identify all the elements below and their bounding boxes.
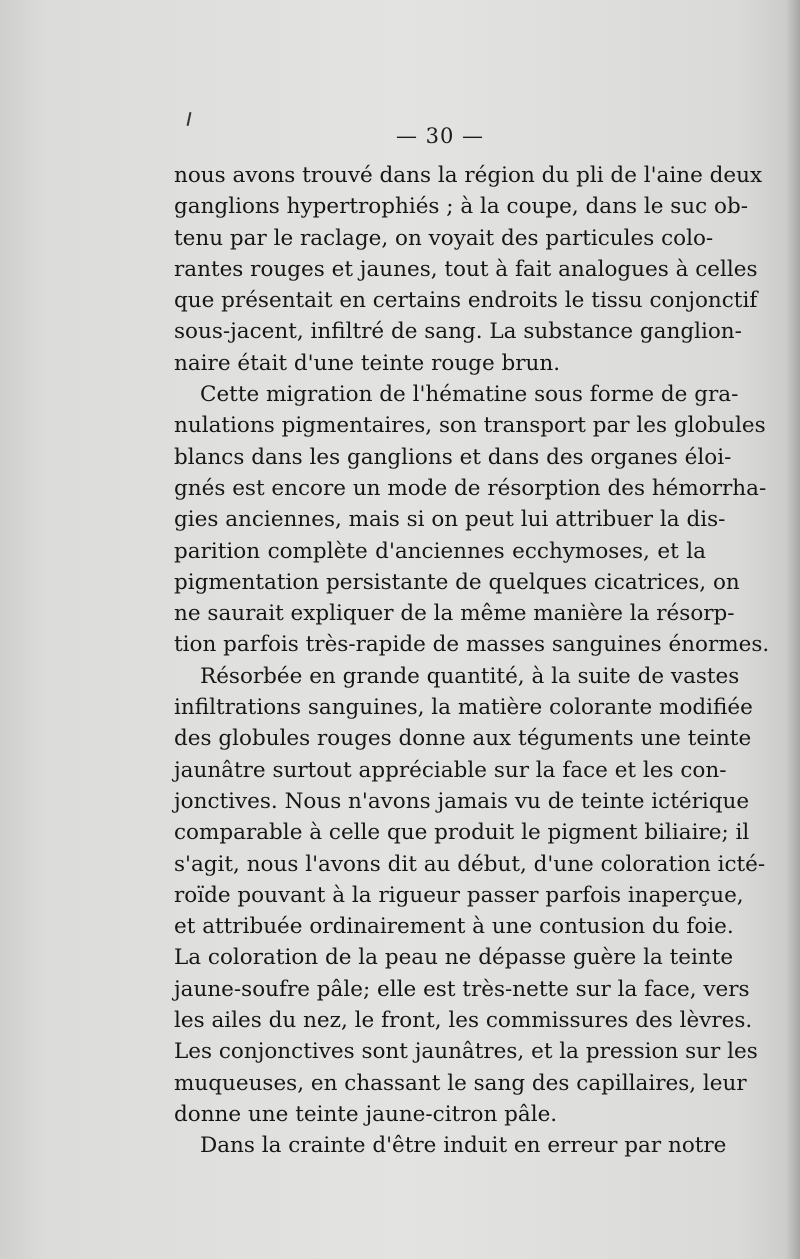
- text-line: tion parfois très-rapide de masses sanguines énormes.: [174, 632, 770, 658]
- text-line: La coloration de la peau ne dépasse guère la teinte: [174, 945, 734, 971]
- page-number: — 30 —: [395, 124, 485, 148]
- text-line: blancs dans les ganglions et dans des organes éloi-: [174, 444, 732, 470]
- text-line: roïde pouvant à la rigueur passer parfois inaperçue,: [174, 882, 744, 908]
- text-line: que présentait en certains endroits le tissu conjonctif: [174, 288, 758, 314]
- text-line: jaunâtre surtout appréciable sur la face et les con-: [174, 757, 727, 783]
- body-text: [174, 160, 770, 1162]
- text-line: des globules rouges donne aux téguments une teinte: [174, 726, 752, 752]
- text-line: Résorbée en grande quantité, à la suite de vastes: [200, 663, 740, 689]
- text-line: ne saurait expliquer de la même manière la résorp-: [174, 601, 735, 627]
- text-line: ganglions hypertrophiés ; à la coupe, dans le suc ob-: [174, 194, 749, 220]
- text-line: donne une teinte jaune-citron pâle.: [174, 1101, 558, 1127]
- page-edge-shadow: [786, 0, 800, 1259]
- text-line: Les conjonctives sont jaunâtres, et la pression sur les: [174, 1039, 758, 1065]
- text-line: rantes rouges et jaunes, tout à fait analogues à celles: [174, 256, 758, 282]
- text-line: parition complète d'anciennes ecchymoses, et la: [174, 538, 706, 564]
- text-line: Cette migration de l'hématine sous forme de gra-: [200, 382, 739, 408]
- text-line: jonctives. Nous n'avons jamais vu de teinte ictérique: [174, 788, 750, 814]
- text-line: naire était d'une teinte rouge brun.: [174, 350, 561, 376]
- text-line: sous-jacent, infiltré de sang. La substance ganglion-: [174, 319, 742, 345]
- text-line: nulations pigmentaires, son transport par les globules: [174, 413, 766, 439]
- text-line: et attribuée ordinairement à une contusion du foie.: [174, 914, 734, 940]
- text-line: jaune-soufre pâle; elle est très-nette sur la face, vers: [174, 976, 750, 1002]
- text-line: gies anciennes, mais si on peut lui attribuer la dis-: [174, 507, 726, 533]
- text-line: Dans la crainte d'être induit en erreur par notre: [200, 1133, 727, 1159]
- text-line: gnés est encore un mode de résorption des hémorrha-: [174, 475, 767, 501]
- text-line: pigmentation persistante de quelques cicatrices, on: [174, 569, 740, 595]
- text-line: s'agit, nous l'avons dit au début, d'une coloration icté-: [174, 851, 766, 877]
- text-line: les ailes du nez, le front, les commissures des lèvres.: [174, 1008, 753, 1034]
- text-line: nous avons trouvé dans la région du pli de l'aine deux: [174, 163, 763, 188]
- text-line: muqueuses, en chassant le sang des capillaires, leur: [174, 1070, 747, 1096]
- text-line: infiltrations sanguines, la matière colorante modifiée: [174, 695, 753, 721]
- text-line: tenu par le raclage, on voyait des particules colo-: [174, 225, 714, 251]
- text-line: comparable à celle que produit le pigment biliaire; il: [174, 820, 750, 846]
